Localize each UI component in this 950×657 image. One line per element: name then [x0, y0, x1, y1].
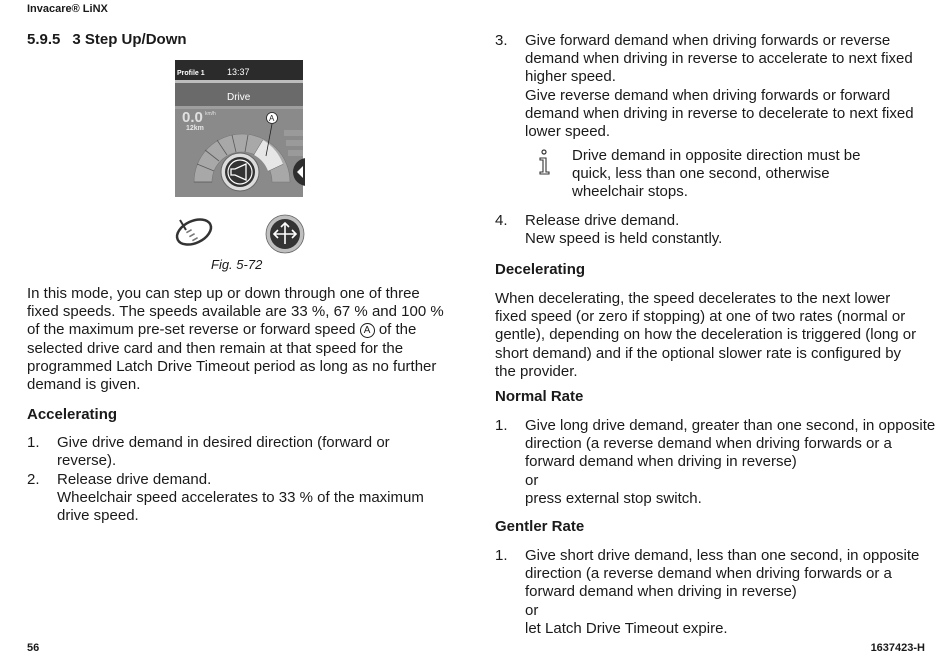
list-number: 1. [495, 547, 508, 564]
intro-text: In this mode, you can step up or down through one of three fixed speeds. The speeds available are 33 %, 67 % and 100 % of the maximum pre-set reverse or forward speed [27, 285, 444, 339]
running-header: Invacare® LiNX [27, 3, 108, 15]
list-item [495, 547, 945, 638]
decelerating-paragraph: When decelerating, the speed decelerates to the next lower fixed speed (or zero if stopping) at one of two rates (normal or gentle), depending on how the deceleration is triggered (long or short demand) and if the optional slower rate is configured by the provider. [495, 290, 917, 380]
intro-text-end: of the selected drive card and then remain at that speed for the programmed Latch Drive Timeout period as long as no further demand is given. [27, 321, 437, 394]
list-text: Give long drive demand, greater than one second, in opposite direction (a reverse demand when driving forwards or a forward demand when driving in reverse) [525, 417, 936, 471]
decelerating-heading: Decelerating [495, 261, 586, 278]
section-number: 5.9.5 [27, 31, 61, 48]
list-item [495, 417, 945, 508]
info-icon [538, 149, 552, 180]
screen-speed-unit: km/h [205, 111, 216, 117]
list-number: 3. [495, 32, 508, 49]
list-item [495, 212, 945, 248]
list-alt: let Latch Drive Timeout expire. [525, 619, 728, 637]
info-note-text: Drive demand in opposite direction must be quick, less than one second, otherwise wheelchair stops. [572, 147, 861, 201]
list-item [27, 434, 452, 470]
screen-distance: 12km [186, 125, 204, 132]
section-title [27, 31, 187, 48]
list-subtext: Give reverse demand when driving forwards or forward demand when driving in reverse to decelerate to next fixed lower speed. [525, 86, 914, 141]
speed-dial-icon [173, 214, 215, 249]
list-or: or [525, 471, 539, 489]
list-subtext: New speed is held constantly. [525, 230, 723, 248]
list-text: Give forward demand when driving forwards or reverse demand when driving in reverse to accelerate to next fixed higher speed. [525, 32, 913, 86]
document-id: 1637423-H [870, 642, 925, 654]
marker-a-icon: A [360, 323, 375, 338]
list-text: Release drive demand. [525, 212, 680, 229]
page-number: 56 [27, 642, 40, 654]
intro-paragraph [27, 285, 452, 394]
list-number: 1. [495, 417, 508, 434]
screen-mode-label: Drive [227, 92, 251, 103]
list-text: Give short drive demand, less than one second, in opposite direction (a reverse demand when driving forwards or a forward demand when driving in reverse) [525, 547, 920, 601]
list-text: Give drive demand in desired direction (forward or reverse). [57, 434, 390, 470]
gentler-rate-heading: Gentler Rate [495, 518, 585, 535]
device-screen-illustration [172, 60, 305, 256]
normal-rate-heading: Normal Rate [495, 388, 584, 405]
screen-speed-value: 0.0 [182, 109, 203, 126]
accelerating-heading: Accelerating [27, 406, 118, 423]
list-text: Release drive demand. [57, 471, 212, 488]
figure-caption: Fig. 5-72 [211, 257, 263, 272]
list-alt: press external stop switch. [525, 489, 702, 507]
list-or: or [525, 601, 539, 619]
device-screen-figure [172, 60, 305, 256]
info-note [538, 147, 888, 202]
list-number: 1. [27, 434, 40, 451]
section-name: 3 Step Up/Down [72, 31, 187, 48]
screen-time-label: 13:37 [227, 67, 250, 77]
screen-marker-a: A [269, 114, 275, 123]
list-number: 2. [27, 471, 40, 488]
list-item [495, 32, 945, 141]
drive-arrows-icon [266, 215, 304, 253]
list-subtext: Wheelchair speed accelerates to 33 % of the maximum drive speed. [57, 489, 424, 525]
screen-profile-label: Profile 1 [177, 70, 205, 77]
list-item [27, 471, 452, 526]
list-number: 4. [495, 212, 508, 229]
